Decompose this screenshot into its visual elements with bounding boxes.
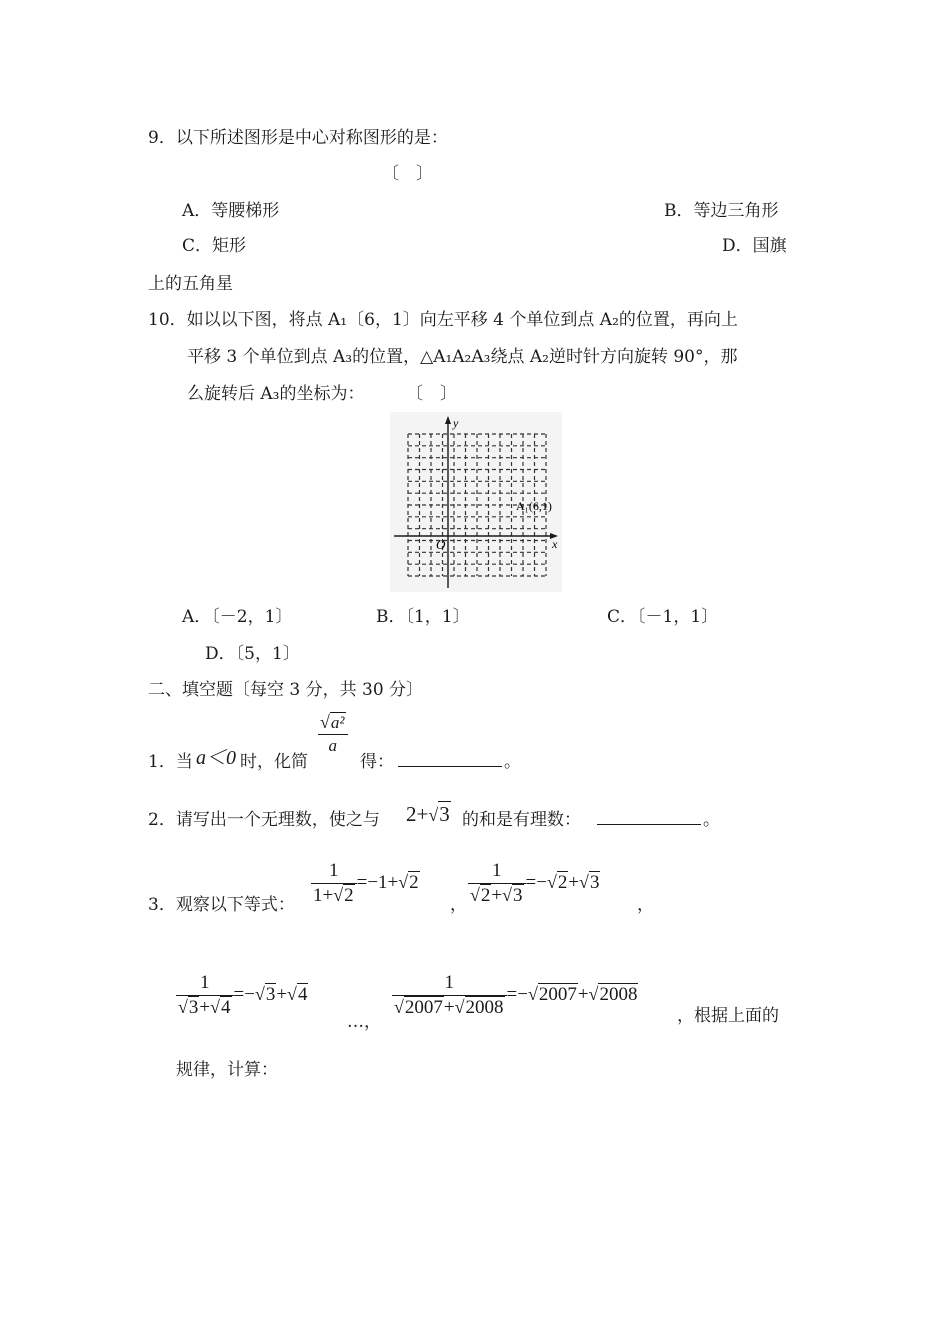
fill-2-end: 。 (703, 810, 720, 830)
fill-1-answer-blank[interactable] (398, 752, 502, 772)
fill-2-expression: 2+√3 (406, 802, 450, 826)
q9-option-d: D．国旗 (722, 236, 787, 256)
q9-stem: 9．以下所述图形是中心对称图形的是： (148, 128, 448, 148)
fill-3-comma-2: ， (637, 895, 654, 915)
point-a1-label: A₁(6,1) (516, 499, 552, 513)
fill-1-condition: a＜0 (196, 747, 236, 769)
section-2-title: 二、填空题〔每空 3 分，共 30 分〕 (148, 680, 424, 700)
q10-line-2: 平移 3 个单位到点 A₃的位置，△A₁A₂A₃绕点 A₂逆时针方向旋转 90°，那 (187, 347, 738, 367)
q10-option-c: C．〔－1，1〕 (607, 607, 719, 627)
fill-1-prefix: 1．当 (148, 752, 193, 772)
q9-option-a: A．等腰梯形 (182, 201, 280, 221)
q10-option-b: B．〔1，1〕 (376, 607, 470, 627)
q10-answer-paren: 〔 〕 (406, 384, 457, 404)
y-axis-label: y (453, 416, 459, 430)
fill-3-line-3: 规律，计算： (176, 1060, 278, 1080)
fill-3-prefix: 3．观察以下等式： (148, 895, 295, 915)
q10-option-a: A．〔－2，1〕 (182, 607, 293, 627)
fill-1-frac-denominator: a (318, 734, 348, 756)
fill-1-mid: 时，化简 (240, 752, 308, 772)
fill-3-equation-4: $\frac{1}{√2007+√2008}$ =−√2007+√2008 (394, 972, 638, 1018)
fill-3-comma-1: ， (450, 895, 467, 915)
q9-option-b: B．等边三角形 (664, 201, 779, 221)
q9-option-d-continued: 上的五角星 (148, 274, 233, 294)
q9-option-c: C．矩形 (182, 236, 247, 256)
fill-3-ellipsis: …， (347, 1012, 381, 1032)
fill-3-equation-2: $\frac{1}{√2+√3}$ =−√2+√3 (470, 860, 600, 906)
q10-option-d: D．〔5，1〕 (205, 644, 300, 664)
q10-line-3: 么旋转后 A₃的坐标为： (187, 384, 365, 404)
q9-answer-paren: 〔 〕 (382, 164, 433, 184)
fill-1-suffix: 得： (360, 752, 394, 772)
fill-1-frac-numerator: a² (330, 713, 345, 732)
fill-2-prefix: 2．请写出一个无理数，使之与 (148, 810, 380, 830)
x-axis-label: x (552, 537, 558, 551)
q10-line-1: 10．如以以下图，将点 A₁〔6，1〕向左平移 4 个单位到点 A₂的位置，再向上 (148, 310, 738, 330)
fill-2-answer-blank[interactable] (597, 810, 701, 830)
origin-label: O (436, 537, 446, 552)
fill-3-equation-1: $\frac{1}{1+√2}$ =−1+√2 (313, 860, 419, 906)
coordinate-grid-figure (390, 412, 562, 592)
fill-3-equation-3: $\frac{1}{√3+√4}$ =−√3+√4 (178, 972, 308, 1018)
fill-1-end: 。 (504, 752, 521, 772)
fill-3-tail: ，根据上面的 (677, 1006, 779, 1026)
fill-1-fraction: $\frac{\text{√a²}}{a}$ (318, 712, 348, 756)
fill-2-suffix: 的和是有理数： (462, 810, 581, 830)
